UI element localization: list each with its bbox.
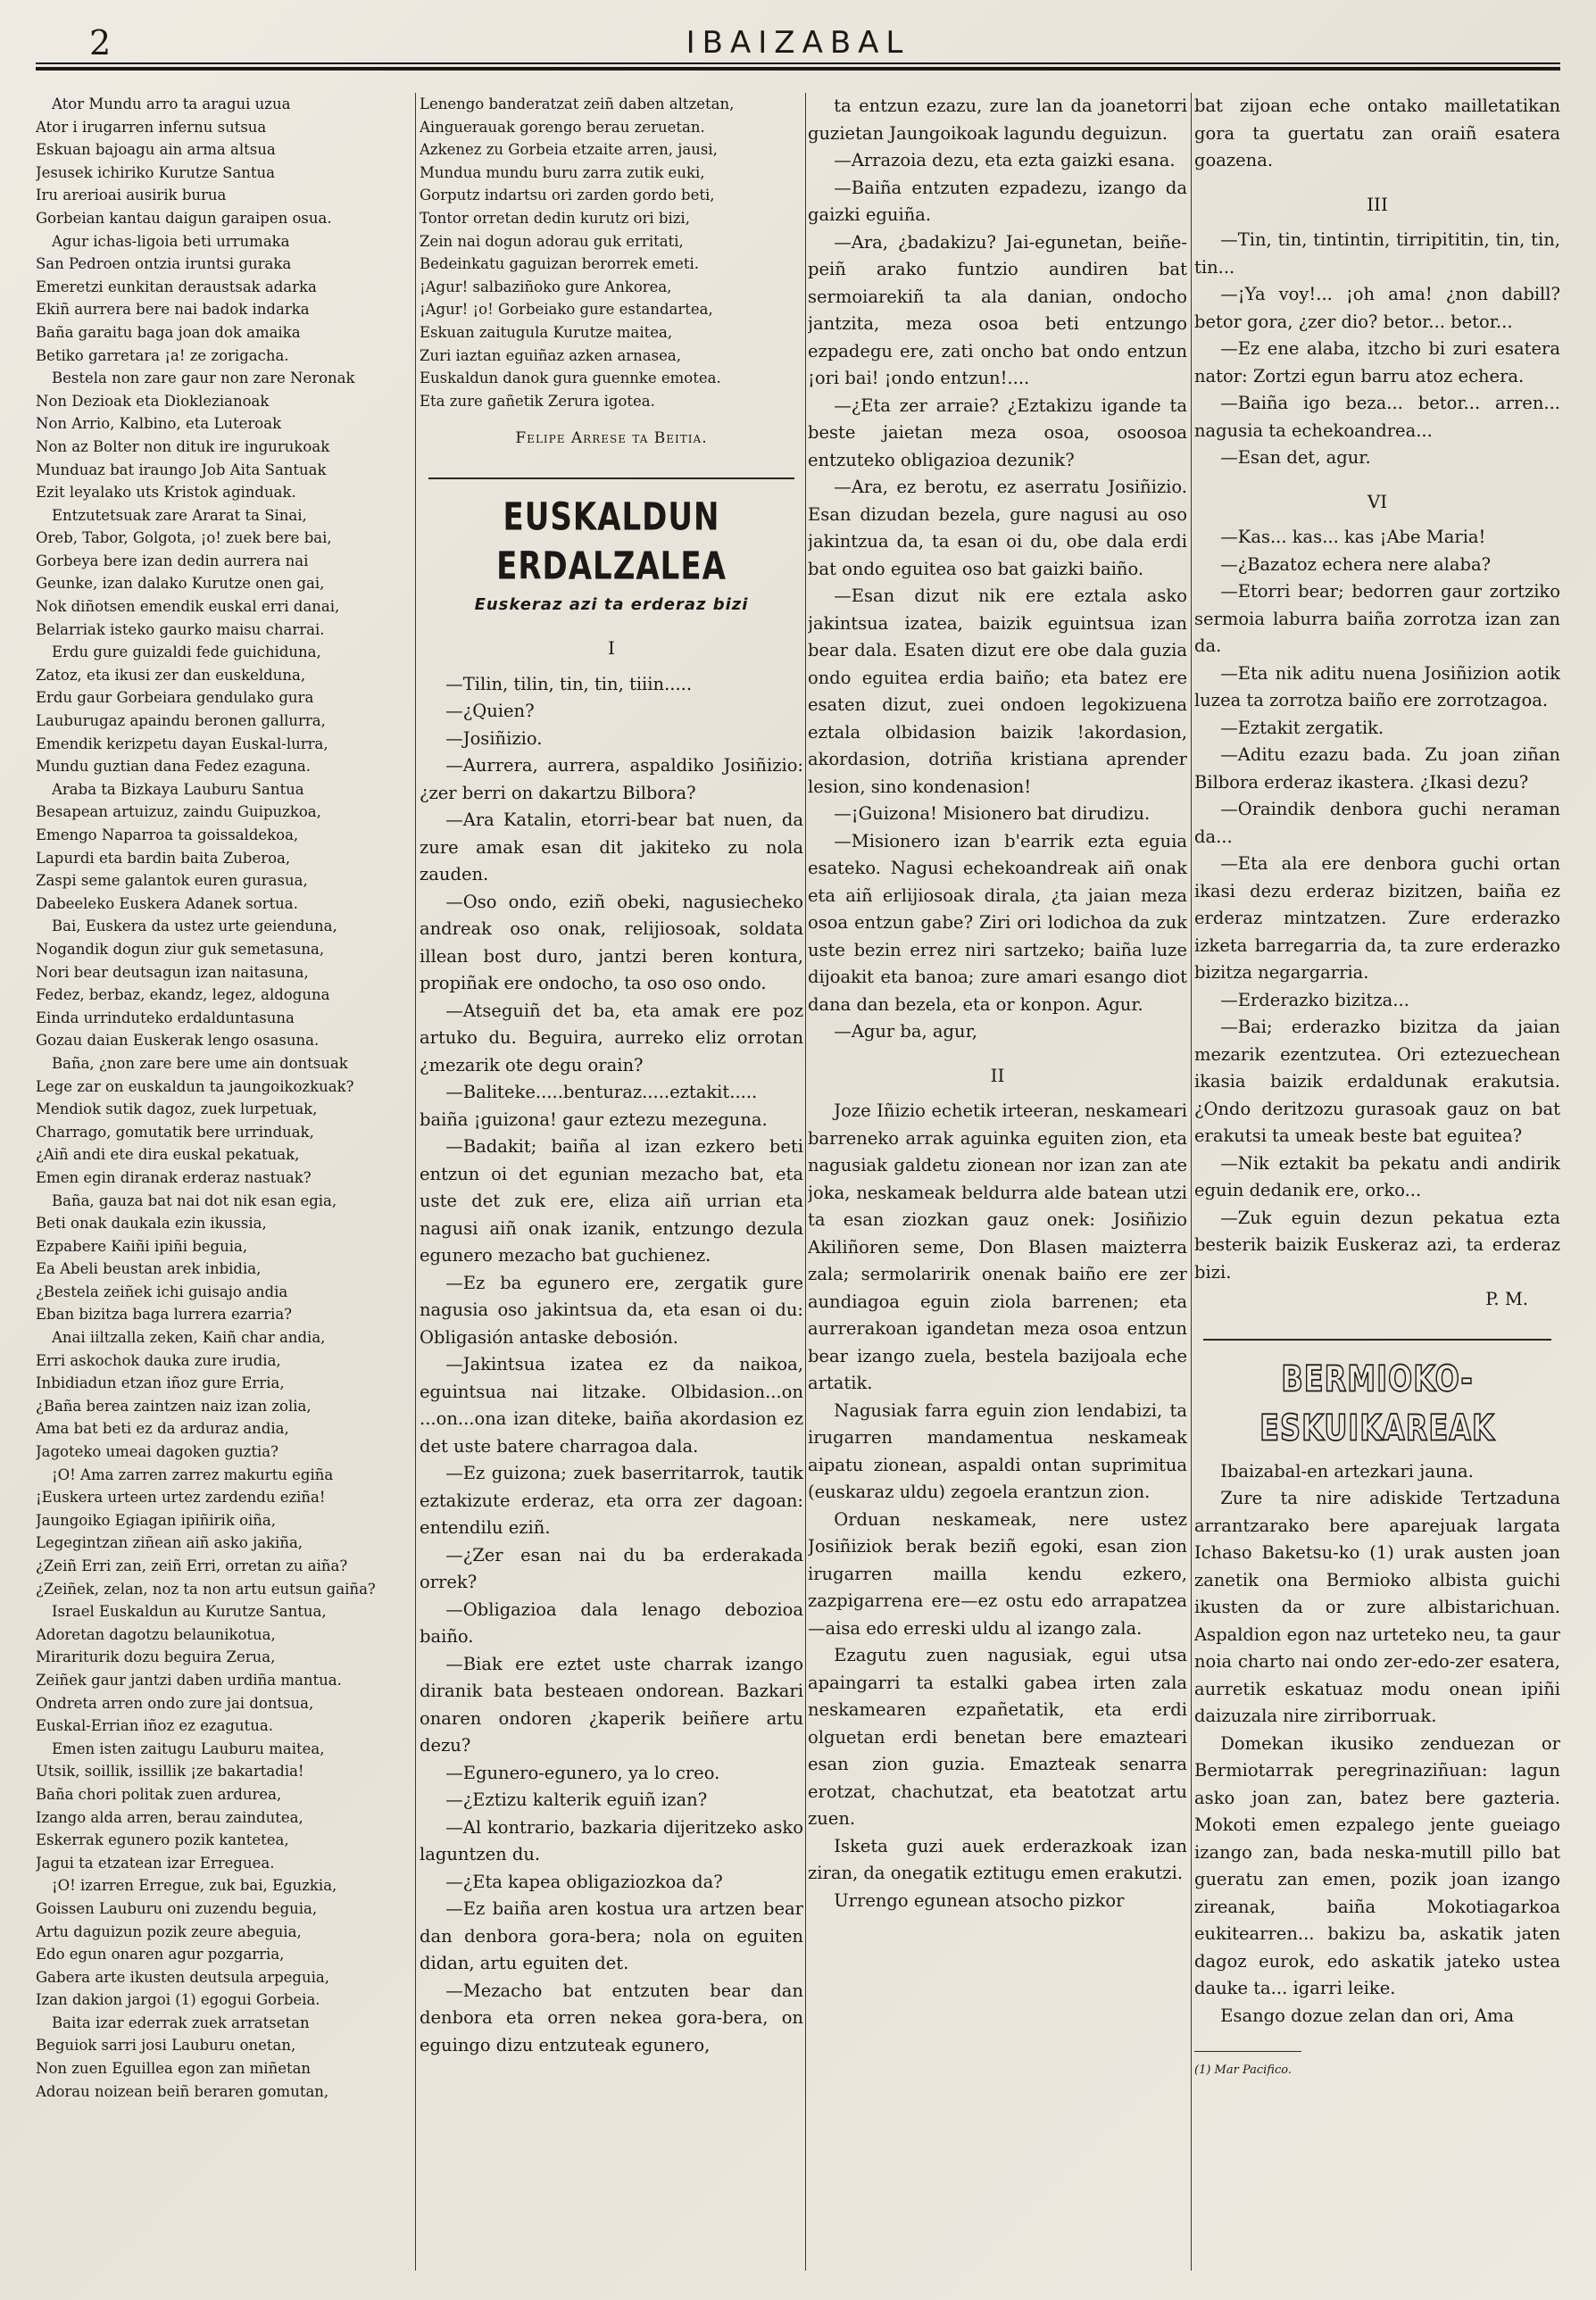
dialogue-paragraph: —¿Zer esan nai du ba erderakada orrek? bbox=[420, 1544, 803, 1593]
poem-line: Zuri iaztan eguiñaz azken arnasea, bbox=[420, 346, 681, 364]
narrative-paragraph: Isketa guzi auek erderazkoak izan ziran, da onegatik eztitugu emen erakutzi. bbox=[808, 1835, 1187, 1883]
poem-line: Munduaz bat iraungo Job Aita Santuak bbox=[36, 461, 327, 478]
footnote-rule bbox=[1194, 2051, 1301, 2052]
dialogue-paragraph: —Baiña igo beza... betor... arren... nagusia ta echekoandrea... bbox=[1194, 393, 1560, 441]
poem-line: ¿Baña berea zaintzen naiz izan zolia, bbox=[36, 1397, 312, 1415]
poem-line: Emengo Naparroa ta goissaldekoa, bbox=[36, 826, 299, 843]
dialogue-paragraph: —Tilin, tilin, tin, tin, tiiin..... bbox=[445, 673, 693, 694]
letter-paragraph: Zure ta nire adiskide Tertzaduna arrantzarako bere aparejuak largata Ichaso Baketsu-ko (1) urak austen joan zanetik ona Bermioko albista guichi ikusten da or zure albistarichuan. Aspaldion egon naz urteteko neu, ta gaur noia charto nai ondo zer-edo-zer esatera, aurretik eskatuaz modu onean ipiñi daizuzala nire zirriborruak. bbox=[1194, 1488, 1560, 1726]
dialogue-paragraph: —Baiña entzuten ezpadezu, izango da gaizki eguiña. bbox=[808, 177, 1187, 225]
dialogue-paragraph: —Agur ba, agur, bbox=[834, 1021, 977, 1042]
dialogue-paragraph: —Ara, ¿badakizu? Jai-egunetan, beiñe-peiñ arako funtzio aundiren bat sermoiarekiñ ta ala danian, ondocho jantzita, meza osoa beti entzungo ezpadegu ere, zati oncho bat ondo entzun ¡ori bai! ¡ondo entzun!.... bbox=[808, 231, 1187, 388]
poem-line: Israel Euskaldun au Kurutze Santua, bbox=[52, 1603, 327, 1621]
dialogue-paragraph: —Eta ala ere denbora guchi ortan ikasi dezu erderaz bizitzen, baiña ez erderaz mintzatzen. Zure erderazko izketa barregarria da, ta zure erderazko bizitza negargarria. bbox=[1194, 853, 1560, 983]
poem-line: ¿Zeiñek, zelan, noz ta non artu eutsun gaiña? bbox=[36, 1580, 376, 1598]
poem-line: Zaspi seme galantok euren gurasua, bbox=[36, 872, 308, 890]
poem-line: Gorbeian kantau daigun garaipen osua. bbox=[36, 209, 332, 227]
article-title: EUSKALDUN ERDALZALEA bbox=[496, 494, 727, 589]
poem-line: Eskuan zaitugula Kurutze maitea, bbox=[420, 323, 673, 341]
poem-line: Adorau noizean beiñ beraren gomutan, bbox=[36, 2082, 329, 2100]
paper-name: IBAIZABAL bbox=[686, 25, 910, 61]
poem-line: Baita izar ederrak zuek arratsetan bbox=[52, 2014, 310, 2031]
dialogue-paragraph: —¡Ya voy!... ¡oh ama! ¿non dabill? betor gora, ¿zer dio? betor... betor... bbox=[1194, 284, 1560, 332]
dialogue-paragraph: —Erderazko bizitza... bbox=[1220, 989, 1409, 1010]
letter-paragraph: Ibaizabal-en artezkari jauna. bbox=[1220, 1460, 1474, 1482]
dialogue-paragraph: —¿Eta zer arraie? ¿Eztakizu igande ta beste jaietan meza osoa, osoosoa entzuteko obligazioa dezunik? bbox=[808, 394, 1187, 470]
section-numeral-vi: VI bbox=[1367, 490, 1388, 512]
dialogue-paragraph: —¿Eztizu kalterik eguiñ izan? bbox=[445, 1789, 708, 1811]
poem-line: Eta zure gañetik Zerura igotea. bbox=[420, 392, 655, 410]
poem-line: ¡O! Ama zarren zarrez makurtu egiña bbox=[52, 1466, 334, 1483]
poem-line: Anai iiltzalla zeken, Kaiñ char andia, bbox=[52, 1329, 326, 1347]
narrative-paragraph: bat zijoan eche ontako mailletatikan gora ta guertatu zan oraiñ esatera goazena. bbox=[1194, 95, 1560, 170]
dialogue-paragraph: —Aurrera, aurrera, aspaldiko Josiñizio: ¿zer berri on dakartzu Bilbora? bbox=[420, 755, 803, 803]
poem-line: Utsik, soillik, issillik ¡ze bakartadia! bbox=[36, 1763, 304, 1781]
poem-line: Beti onak daukala ezin ikussia, bbox=[36, 1215, 267, 1233]
poem-line: Mundu guztian dana Fedez ezaguna. bbox=[36, 758, 311, 776]
poem-line: Bestela non zare gaur non zare Neronak bbox=[52, 369, 355, 387]
poem-line: Emendik kerizpetu dayan Euskal-lurra, bbox=[36, 735, 328, 752]
header-rule bbox=[36, 62, 1560, 71]
poem-line: Lege zar on euskaldun ta jaungoikozkuak? bbox=[36, 1077, 354, 1095]
dialogue-paragraph: —Baliteke.....benturaz.....eztakit..... baiña ¡guizona! gaur eztezu mezeguna. bbox=[420, 1082, 768, 1130]
section-numeral-i: I bbox=[608, 637, 615, 660]
poem-line: Non Arrio, Kalbino, eta Luteroak bbox=[36, 415, 282, 433]
poem-line: Bedeinkatu gaguizan berorrek emeti. bbox=[420, 255, 699, 273]
poem-line: Goissen Lauburu oni zuzendu beguia, bbox=[36, 1899, 318, 1917]
poem-line: Entzutetsuak zare Ararat ta Sinai, bbox=[52, 506, 307, 524]
dialogue-paragraph: —Zuk eguin dezun pekatua ezta besterik baizik Euskeraz azi, ta erderaz bizi. bbox=[1194, 1207, 1560, 1283]
poem-line: Ezpabere Kaiñi ipiñi beguia, bbox=[36, 1237, 248, 1255]
letter-paragraph: Esango dozue zelan dan ori, Ama bbox=[1220, 2005, 1515, 2026]
dialogue-paragraph: —Misionero izan b'earrik ezta eguia esateko. Nagusi echekoandreak aiñ onak eta aiñ erlijiosoak dirala, ¿ta jaian meza osoa entzun gabe? Ziri ori lodichoa da zuk uste bezin errez niri sartzeko; baiña luze dijoakit eta banoa; zure amari esango diot dana dan bezela, eta or konpon. Agur. bbox=[808, 830, 1187, 1015]
poem-line: Gorputz indartsu ori zarden gordo beti, bbox=[420, 187, 715, 204]
poem-line: Mundua mundu buru zarra zutik euki, bbox=[420, 163, 705, 181]
poem-line: Ekiñ aurrera bere nai badok indarka bbox=[36, 301, 310, 319]
poem-line: ¡O! izarren Erregue, zuk bai, Eguzkia, bbox=[52, 1877, 337, 1895]
second-article-body bbox=[1194, 1458, 1560, 2030]
poem-line: Baña, gauza bat nai dot nik esan egia, bbox=[52, 1192, 337, 1209]
dialogue-paragraph: —Ez guizona; zuek baserritarrok, tautik eztakizute erderaz, eta orra zer dagoan: entendilu eziñ. bbox=[420, 1463, 803, 1539]
section-numeral-iii: III bbox=[1367, 193, 1388, 215]
poem-line: Gorbeya bere izan dedin aurrera nai bbox=[36, 552, 309, 569]
poem-line: Besapean artuizuz, zaindu Guipuzkoa, bbox=[36, 803, 321, 821]
poem-line: Ama bat beti ez da arduraz andia, bbox=[36, 1420, 289, 1438]
column-1-poem bbox=[36, 93, 411, 2271]
poem-line: Euskaldun danok gura guennke emotea. bbox=[420, 369, 721, 387]
poem-line: Jesusek ichiriko Kurutze Santua bbox=[36, 163, 276, 181]
dialogue-paragraph: —Al kontrario, bazkaria dijeritzeko asko laguntzen du. bbox=[420, 1816, 803, 1865]
poem-line: Nori bear deutsagun izan naitasuna, bbox=[36, 963, 309, 981]
poem-line: ¿Bestela zeiñek ichi guisajo andia bbox=[36, 1283, 288, 1300]
poem-line: Eskerrak egunero pozik kantetea, bbox=[36, 1831, 289, 1849]
narrative-paragraph: Urrengo egunean atsocho pizkor bbox=[834, 1889, 1125, 1911]
article-divider bbox=[428, 477, 794, 479]
dialogue-paragraph: —Biak ere eztet uste charrak izango diranik bata besteaen ondorean. Bazkari onaren ondoren ¿kaperik beiñere artu dezu? bbox=[420, 1653, 803, 1756]
dialogue-paragraph: —Arrazoia dezu, eta ezta gaizki esana. bbox=[834, 150, 1176, 170]
column-rule bbox=[415, 93, 416, 2271]
poem-line: Baña chori politak zuen ardurea, bbox=[36, 1785, 282, 1803]
poem-line: Beguiok sarri josi Lauburu onetan, bbox=[36, 2037, 296, 2055]
poem-line: ¿Zeiñ Erri zan, zeiñ Erri, orretan zu aiña? bbox=[36, 1557, 348, 1574]
poem-line: Lapurdi eta bardin baita Zuberoa, bbox=[36, 849, 291, 867]
poem-line: Azkenez zu Gorbeia etzaite arren, jausi, bbox=[420, 141, 718, 159]
dialogue-paragraph: —Esan det, agur. bbox=[1220, 447, 1371, 468]
poem-line: Emeretzi eunkitan deraustsak adarka bbox=[36, 278, 317, 295]
poem-signature: Felipe Arrese ta Beitia. bbox=[515, 429, 708, 448]
column-3 bbox=[808, 93, 1187, 2271]
poem-line: Euskal-Errian iñoz ez ezagutua. bbox=[36, 1717, 273, 1735]
dialogue-paragraph: —Jakintsua izatea ez da naikoa, eguintsua nai litzake. Olbidasion...on ...on...ona izan diteke, baiña akordasion ez det uste batere charragoa dala. bbox=[420, 1354, 803, 1457]
narrative-continuation bbox=[1194, 93, 1560, 175]
article-divider bbox=[1203, 1339, 1551, 1341]
poem-line: Ea Abeli beustan arek inbidia, bbox=[36, 1260, 262, 1278]
poem-line: Emen egin diranak erderaz nastuak? bbox=[36, 1168, 312, 1186]
second-article-title: BERMIOKO-ESKUIKAREAK bbox=[1259, 1357, 1495, 1449]
article-signature: P. M. bbox=[1485, 1289, 1528, 1309]
dialogue-paragraph: —Egunero-egunero, ya lo creo. bbox=[445, 1762, 720, 1783]
dialogue-paragraph: —Ez baiña aren kostua ura artzen bear dan denbora gora-bera; nola on eguiten didan, artu eguiten det. bbox=[420, 1898, 803, 1974]
poem-line: ¡Agur! salbaziñoko gure Ankorea, bbox=[420, 278, 672, 295]
poem-line: Gozau daian Euskerak lengo osasuna. bbox=[36, 1032, 320, 1050]
poem-line: Baña garaitu baga joan dok amaika bbox=[36, 323, 301, 341]
dialogue-paragraph: —Ez ba egunero ere, zergatik gure nagusia oso jakintsua da, eta esan oi du: Obligasión antaske debosión. bbox=[420, 1272, 803, 1348]
poem-line: Lauburugaz apaindu beronen gallurra, bbox=[36, 712, 326, 730]
poem-line: Erdu gure guizaldi fede guichiduna, bbox=[52, 644, 321, 661]
poem-line: Tontor orretan dedin kurutz ori bizi, bbox=[420, 209, 690, 227]
poem-line: Zatoz, eta ikusi zer dan euskelduna, bbox=[36, 666, 306, 684]
narrative-paragraph: Orduan neskameak, nere ustez Josiñiziok berak beziñ egoki, esan zion irugarren mailla kendu ezkero, zazpigarrena ere—ez ostu edo arrapatzea—aisa edo erreski uldu al izango zala. bbox=[808, 1508, 1187, 1639]
dialogue-paragraph: ta entzun ezazu, zure lan da joanetorri guzietan Jaungoikoak lagundu deguizun. bbox=[808, 95, 1187, 144]
dialogue-paragraph: —Ez ene alaba, itzcho bi zuri esatera nator: Zortzi egun barru atoz echera. bbox=[1194, 338, 1560, 386]
poem-line: Erdu gaur Gorbeiara gendulako gura bbox=[36, 689, 314, 707]
poem-line: Oreb, Tabor, Golgota, ¡o! zuek bere bai, bbox=[36, 529, 332, 547]
poem-line: Jaungoiko Egiagan ipiñirik oiña, bbox=[36, 1511, 276, 1529]
dialogue-section-vi bbox=[1194, 524, 1560, 1286]
poem-line: Araba ta Bizkaya Lauburu Santua bbox=[52, 780, 304, 798]
poem-line: Jagoteko umeai dagoken guztia? bbox=[36, 1443, 278, 1461]
poem-line: Nogandik dogun ziur guk semetasuna, bbox=[36, 940, 325, 958]
dialogue-paragraph: —Mezacho bat entzuten bear dan denbora eta orren nekea gora-bera, on eguingo dizu entzuteak egunero, bbox=[420, 1980, 803, 2055]
dialogue-paragraph: —Kas... kas... kas ¡Abe Maria! bbox=[1220, 527, 1486, 547]
dialogue-paragraph: —Badakit; baiña al izan ezkero beti entzun oi det egunian mezacho bat, eta uste det zuk ere, eliza aiñ urrian eta nagusi aiñ onak izanik, entzungo dezula egunero mezacho bat guchienez. bbox=[420, 1136, 803, 1266]
poem-line: Charrago, gomutatik bere urrinduak, bbox=[36, 1123, 314, 1141]
poem-line: Jagui ta etzatean izar Erreguea. bbox=[36, 1854, 275, 1872]
column-rule bbox=[1191, 93, 1192, 2271]
dialogue-paragraph: —Josiñizio. bbox=[445, 727, 543, 749]
narrative-paragraph: Nagusiak farra eguin zion lendabizi, ta irugarren mandamentua neskameak aipatu zionean, aspaldi ontan suprimitua (euskaraz uldu) zegoela erantzun zion. bbox=[808, 1399, 1187, 1502]
poem-line: Iru arerioai ausirik burua bbox=[36, 187, 227, 204]
poem-line: ¿Aiñ andi ete dira euskal pekatuak, bbox=[36, 1146, 300, 1164]
dialogue-section-iii bbox=[1194, 227, 1560, 472]
poem-line: Zein nai dogun adorau guk erritati, bbox=[420, 232, 684, 250]
dialogue-paragraph: —Esan dizut nik ere eztala asko jakintsua izatea, baizik eguintsua izan bear dala. Esaten dizut ere obe dala guzia ondo eguitea erdia baiño; eta batez ere esaten dizut, zuei ondoen legokizuena eztala olbidasion baizik !akordasion, akordasion, dotriña kristiana aprender lesion, sino kondenasion! bbox=[808, 585, 1187, 797]
dialogue-paragraph: —¡Guizona! Misionero bat dirudizu. bbox=[834, 803, 1151, 824]
narrative-paragraph: Joze Iñizio echetik irteeran, neskameari barreneko arrak aguinka eguiten zion, eta nagusiak galdetu zionean nor izan zan ate joka, neskameak beldurra alde batean utzi ta esan ziozkan gauz onek: Josiñizio Akiliñoren seme, Don Blasen maizterra zala; sermolaririk onenak baiño ere zer aundiagoa eguin ziola barrenen; eta aurrerakoan igandetan meza osoa entzun bear izango zuela, bestela bazijoala eche artatik. bbox=[808, 1100, 1187, 1393]
poem-line: Non zuen Eguillea egon zan miñetan bbox=[36, 2060, 312, 2078]
dialogue-paragraph: —Ara, ez berotu, ez aserratu Josiñizio. Esan dizudan bezela, gure nagusi au oso jakintzua da, ta esan oi du, obe dala erdi bat ondo eguitea oso bat gaizki baiño. bbox=[808, 477, 1187, 579]
poem-line: Mirariturik dozu beguira Zerua, bbox=[36, 1648, 276, 1666]
poem-ending bbox=[420, 93, 803, 412]
poem-line: Erri askochok dauka zure irudia, bbox=[36, 1351, 281, 1369]
dialogue-paragraph: —Oso ondo, eziñ obeki, nagusiecheko andreak oso onak, relijiosoak, soldata illean bost duro, jantzi beren kontura, propiñak ere ondocho, ta oso oso ondo. bbox=[420, 891, 803, 994]
poem-line: Bai, Euskera da ustez urte geienduna, bbox=[52, 918, 337, 935]
section-numeral-ii: II bbox=[990, 1064, 1005, 1086]
dialogue-paragraph: —Atseguiñ det ba, eta amak ere poz artuko du. Beguira, aurreko eliz orrotan ¿mezarik ote degu orain? bbox=[420, 1000, 803, 1075]
poem-line: San Pedroen ontzia iruntsi guraka bbox=[36, 255, 292, 273]
dialogue-paragraph: —¿Eta kapea obligaziozkoa da? bbox=[445, 1871, 723, 1892]
dialogue-paragraph: —Ara Katalin, etorri-bear bat nuen, da zure amak esan dit jakiteko zu nola zauden. bbox=[420, 810, 803, 885]
poem-line: Ator Mundu arro ta aragui uzua bbox=[52, 95, 291, 112]
dialogue-paragraph: —Nik eztakit ba pekatu andi andirik eguin dedanik ere, orko... bbox=[1194, 1152, 1560, 1200]
dialogue-section-i bbox=[420, 671, 803, 2060]
poem-stanzas bbox=[36, 93, 411, 2103]
dialogue-paragraph: —Eta nik aditu nuena Josiñizion aotik luzea ta zorrotza baiño ere zorrotzagoa. bbox=[1194, 662, 1560, 710]
column-4 bbox=[1194, 93, 1560, 2271]
column-rule bbox=[805, 93, 806, 2271]
poem-line: Inbidiadun etzan iñoz gure Erria, bbox=[36, 1374, 285, 1392]
poem-line: Betiko garretara ¡a! ze zorigacha. bbox=[36, 346, 289, 364]
poem-line: ¡Agur! ¡o! Gorbeiako gure estandartea, bbox=[420, 301, 713, 319]
dialogue-paragraph: —Aditu ezazu bada. Zu joan ziñan Bilbora erderaz ikastera. ¿Ikasi dezu? bbox=[1194, 744, 1560, 793]
poem-line: Einda urrinduteko erdalduntasuna bbox=[36, 1009, 295, 1026]
column-2 bbox=[420, 93, 803, 2271]
dialogue-paragraph: —Obligazioa dala lenago debozioa baiño. bbox=[420, 1598, 803, 1648]
poem-line: Izan dakion jargoi (1) egogui Gorbeia. bbox=[36, 1991, 320, 2009]
poem-line: Fedez, berbaz, ekandz, legez, aldoguna bbox=[36, 986, 330, 1004]
poem-line: Zeiñek gaur jantzi daben urdiña mantua. bbox=[36, 1671, 342, 1689]
article-subtitle: Euskeraz azi ta erderaz bizi bbox=[474, 594, 749, 614]
footnote: (1) Mar Pacifico. bbox=[1194, 2063, 1292, 2077]
poem-line: Lenengo banderatzat zeiñ daben altzetan, bbox=[420, 95, 735, 112]
page-number: 2 bbox=[89, 23, 112, 62]
poem-line: Eban bizitza baga lurrera ezarria? bbox=[36, 1306, 293, 1324]
poem-line: Legegintzan ziñean aiñ asko jakiña, bbox=[36, 1534, 303, 1552]
narrative-paragraph: Ezagutu zuen nagusiak, egui utsa apaingarri ta estalki gabea irten zala neskamearen ezpañetatik, eta erdi olguetan erdi benetan bere emazteari esan zion guzia. Emazteak senarra erotzat, chachutzat, eta beatotzat artu zuen. bbox=[808, 1645, 1187, 1829]
poem-line: Ezit leyalako uts Kristok aginduak. bbox=[36, 484, 296, 502]
poem-line: Ator i irugarren infernu sutsua bbox=[36, 118, 267, 136]
poem-line: Gabera arte ikusten deutsula arpeguia, bbox=[36, 1968, 329, 1986]
dialogue-paragraph: —Tin, tin, tintintin, tirripititin, tin, tin, tin... bbox=[1194, 229, 1560, 278]
poem-line: Edo egun onaren agur pozgarria, bbox=[36, 1946, 285, 1964]
poem-line: Adoretan dagotzu belaunikotua, bbox=[36, 1625, 276, 1643]
poem-line: Non az Bolter non dituk ire ingurukoak bbox=[36, 437, 330, 455]
dialogue-paragraph: —¿Bazatoz echera nere alaba? bbox=[1220, 553, 1492, 575]
dialogue-paragraph: —Eztakit zergatik. bbox=[1220, 717, 1384, 738]
poem-line: Izango alda arren, berau zaindutea, bbox=[36, 1808, 303, 1826]
poem-line: Ainguerauak gorengo berau zeruetan. bbox=[420, 118, 705, 136]
poem-line: Emen isten zaitugu Lauburu maitea, bbox=[52, 1740, 325, 1757]
poem-line: Artu daguizun pozik zeure abeguia, bbox=[36, 1922, 302, 1940]
poem-line: Nok diñotsen emendik euskal erri danai, bbox=[36, 598, 340, 616]
poem-line: Dabeeleko Euskera Adanek sortua. bbox=[36, 894, 298, 912]
poem-line: Geunke, izan dalako Kurutze onen gai, bbox=[36, 575, 325, 593]
poem-line: Baña, ¿non zare bere ume ain dontsuak bbox=[52, 1054, 348, 1072]
dialogue-paragraph: —¿Quien? bbox=[445, 701, 535, 722]
poem-line: Belarriak isteko gaurko maisu charrai. bbox=[36, 620, 325, 638]
poem-line: Agur ichas-ligoia beti urrumaka bbox=[52, 232, 290, 250]
narrative-section-ii bbox=[808, 1098, 1187, 1914]
poem-line: Non Dezioak eta Dioklezianoak bbox=[36, 392, 270, 410]
poem-line: Ondreta arren ondo zure jai dontsua, bbox=[36, 1694, 314, 1712]
dialogue-paragraph: —Etorri bear; bedorren gaur zortziko sermoia laburra baiña zorrotza izan zan da. bbox=[1194, 581, 1560, 656]
dialogue-paragraph: —Oraindik denbora guchi neraman da... bbox=[1194, 799, 1560, 847]
poem-line: Mendiok sutik dagoz, zuek lurpetuak, bbox=[36, 1100, 318, 1118]
poem-line: ¡Euskera urteen urtez zardendu eziña! bbox=[36, 1489, 326, 1507]
letter-paragraph: Domekan ikusiko zenduezan or Bermiotarrak peregrinaziñuan: lagun asko joan zan, batez bere gazteria. Mokoti emen ezpalego jente gueiago izango zan, bada neska-mutill pillo bat gueratu zan emen, pozik joan izango zireanak, baiña Mokotiagarkoa eukitearren... bakizu ba, askatik jaten dagoz eurok, edo askatik jateko ustea dauke ta... igarri leike. bbox=[1194, 1732, 1560, 1998]
dialogue-paragraph: —Bai; erderazko bizitza da jaian mezarik ezentzutea. Ori eztezuechean ikasia baizik erdaldunak erakutsia. ¿Ondo deritzozu gurasoak gauz on bat erakutsi ta umeak beste bat eguitea? bbox=[1194, 1017, 1560, 1146]
dialogue-continuation bbox=[808, 93, 1187, 1046]
poem-line: Eskuan bajoagu ain arma altsua bbox=[36, 141, 276, 159]
